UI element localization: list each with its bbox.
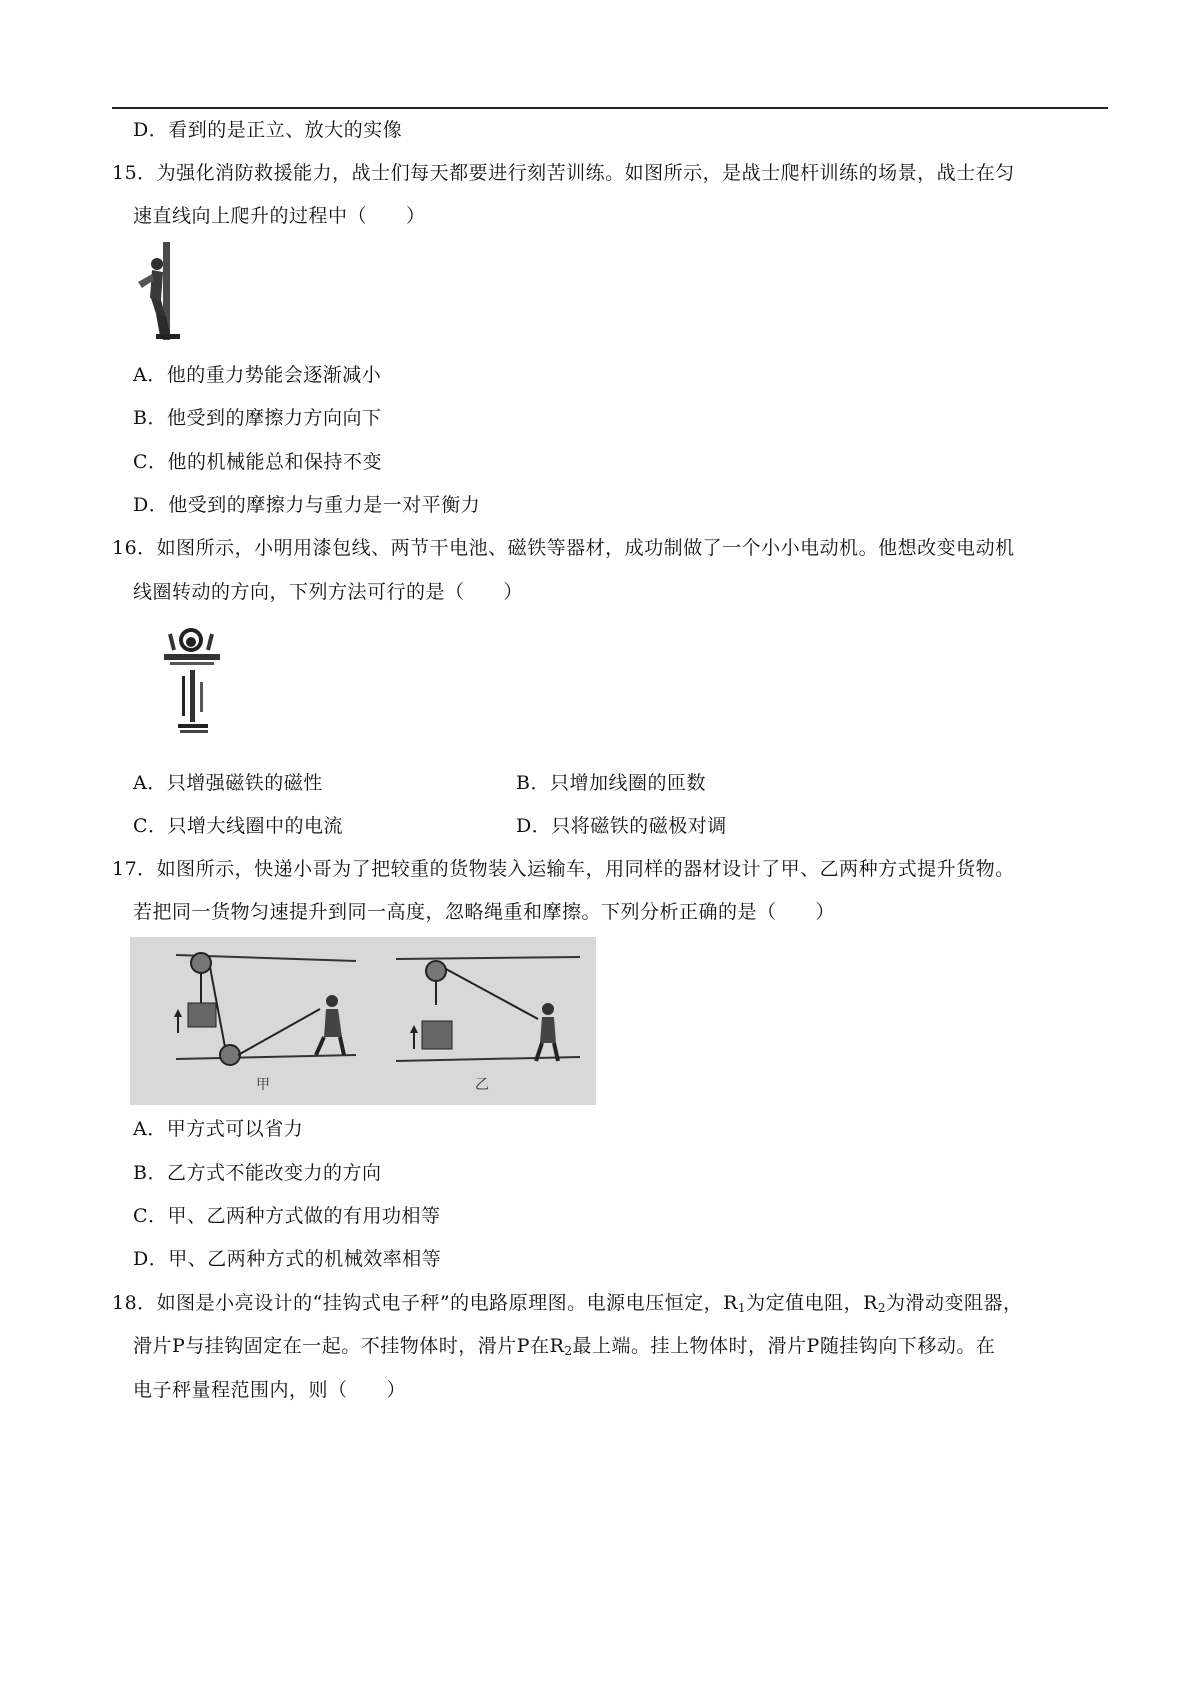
q17-stem-line2: 若把同一货物匀速提升到同一高度，忽略绳重和摩擦。下列分析正确的是（ ） <box>133 901 836 923</box>
q14-option-d[interactable]: D．看到的是正立、放大的实像 <box>133 119 403 141</box>
q15-option-b[interactable]: B．他受到的摩擦力方向向下 <box>133 407 382 429</box>
q15-option-d[interactable]: D．他受到的摩擦力与重力是一对平衡力 <box>133 494 481 516</box>
q17-stem-line1: 17．如图所示，快递小哥为了把较重的货物装入运输车，用同样的器材设计了甲、乙两种方式提升货物。 <box>112 858 1015 880</box>
electric-motor-figure <box>160 620 224 740</box>
q18-stem-line1-part-c: 为滑动变阻器， <box>886 1292 1023 1314</box>
q18-stem-line2-part-a: 滑片P与挂钩固定在一起。不挂物体时，滑片P在R <box>133 1335 565 1357</box>
q17-option-d[interactable]: D．甲、乙两种方式的机械效率相等 <box>133 1248 442 1270</box>
q18-stem-line2-part-b: 最上端。挂上物体时，滑片P随挂钩向下移动。在 <box>572 1335 996 1357</box>
header-rule <box>112 107 1108 109</box>
q18-stem-line1-part-a: 18．如图是小亮设计的“挂钩式电子秤”的电路原理图。电源电压恒定，R <box>112 1292 738 1314</box>
figure-label-jia: 甲 <box>256 1077 270 1093</box>
q16-option-c[interactable]: C．只增大线圈中的电流 <box>133 815 344 837</box>
q16-stem-line2: 线圈转动的方向，下列方法可行的是（ ） <box>133 581 524 603</box>
r2-subscript: 2 <box>877 1301 887 1315</box>
q16-option-d[interactable]: D．只将磁铁的磁极对调 <box>516 815 727 837</box>
q18-stem-line2 <box>133 1333 995 1364</box>
figure-label-yi: 乙 <box>475 1077 489 1093</box>
q15-stem-line1: 15．为强化消防救援能力，战士们每天都要进行刻苦训练。如图所示，是战士爬杆训练的场景，战士在匀 <box>112 162 1015 184</box>
q15-stem-line2: 速直线向上爬升的过程中（ ） <box>133 205 426 227</box>
q18-stem-line1 <box>112 1290 1023 1321</box>
q18-stem-line3: 电子秤量程范围内，则（ ） <box>133 1379 407 1401</box>
q15-option-c[interactable]: C．他的机械能总和保持不变 <box>133 451 383 473</box>
q17-option-b[interactable]: B．乙方式不能改变力的方向 <box>133 1162 382 1184</box>
r2-subscript: 2 <box>564 1344 573 1358</box>
q16-option-b[interactable]: B．只增加线圈的匝数 <box>516 772 706 794</box>
q16-option-a[interactable]: A．只增强磁铁的磁性 <box>133 772 323 794</box>
r1-subscript: 1 <box>737 1301 747 1315</box>
q17-option-a[interactable]: A．甲方式可以省力 <box>133 1118 304 1140</box>
q18-stem-line1-part-b: 为定值电阻，R <box>746 1292 878 1314</box>
pole-climbing-figure <box>130 242 190 342</box>
q15-option-a[interactable]: A．他的重力势能会逐渐减小 <box>133 364 382 386</box>
q16-stem-line1: 16．如图所示，小明用漆包线、两节干电池、磁铁等器材，成功制做了一个小小电动机。他想改变电动机 <box>112 537 1015 559</box>
q17-option-c[interactable]: C．甲、乙两种方式做的有用功相等 <box>133 1205 441 1227</box>
pulley-systems-figure <box>130 937 596 1105</box>
